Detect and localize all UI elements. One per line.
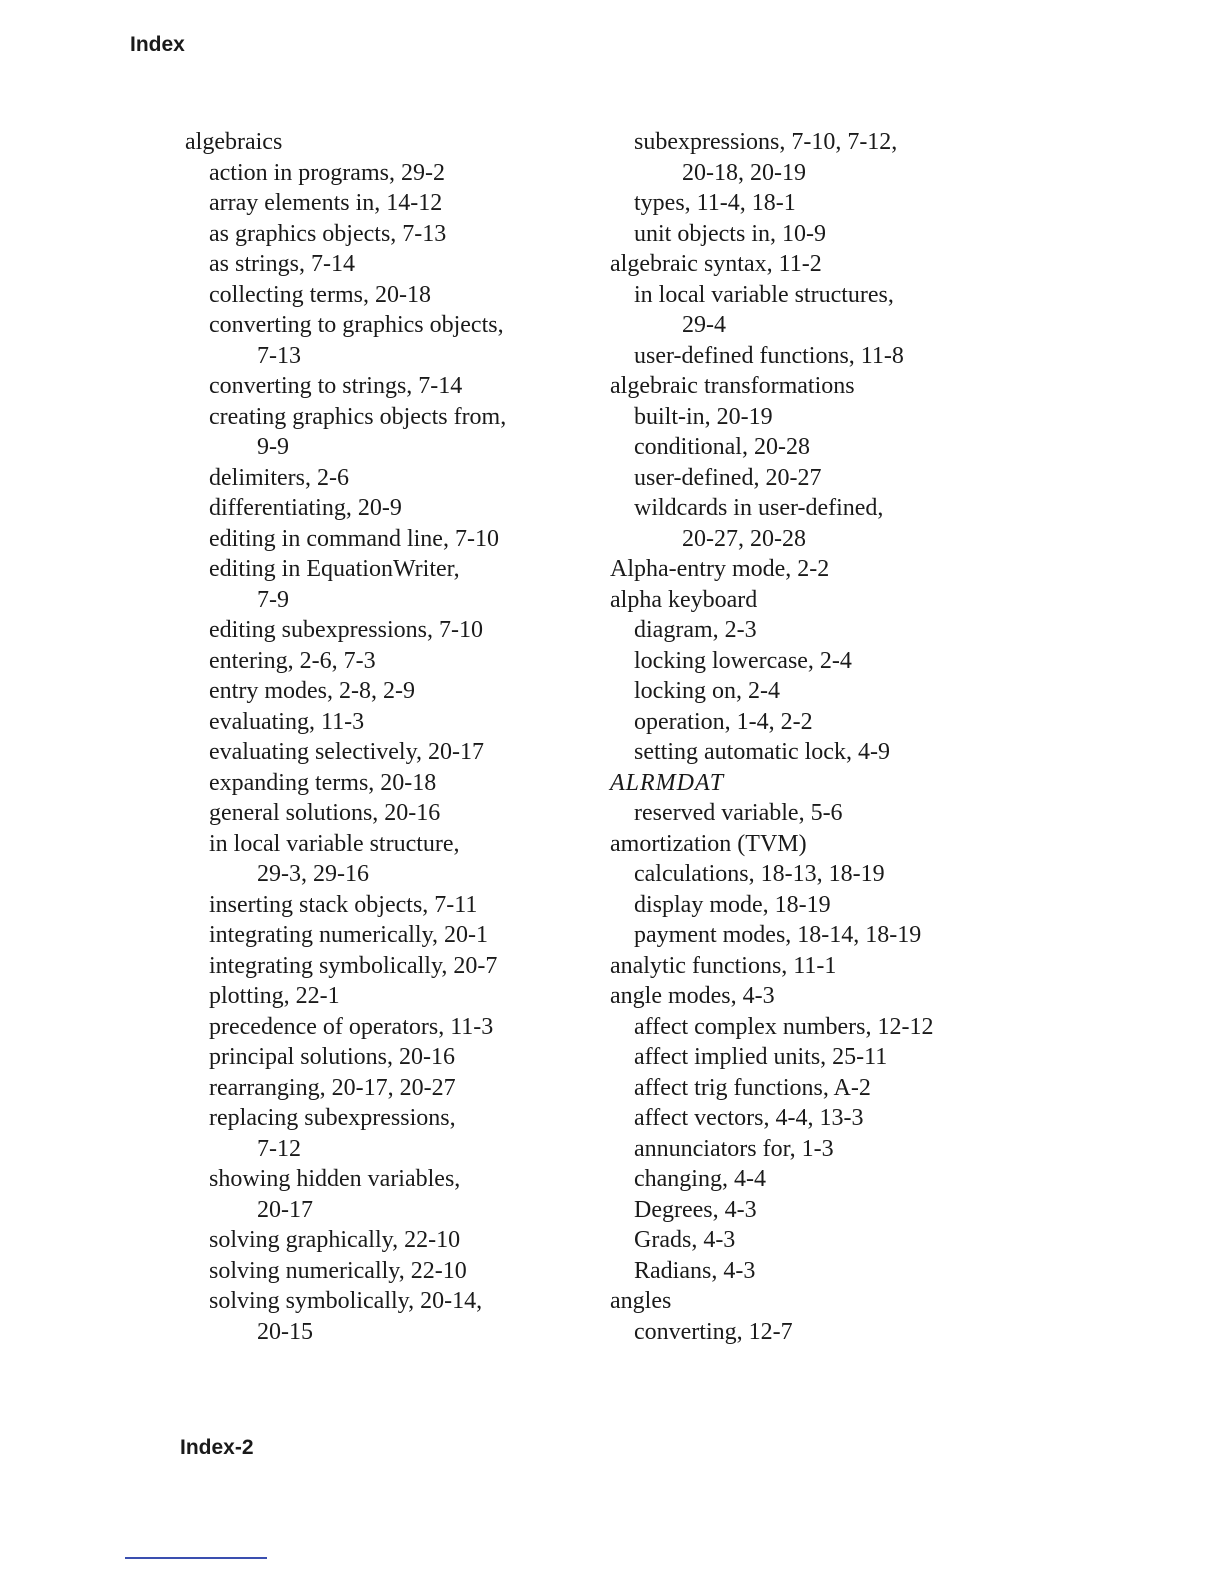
index-subentry: user-defined functions, 11-8 [634,342,904,369]
index-subentry: affect complex numbers, 12-12 [634,1013,934,1040]
index-subentry: integrating numerically, 20-1 [209,922,489,948]
index-subentry: rearranging, 20-17, 20-27 [209,1074,456,1101]
index-subentry: operation, 1-4, 2-2 [634,708,813,735]
index-subentry: calculations, 18-13, 18-19 [634,861,885,887]
index-subentry: precedence of operators, 11-3 [209,1013,494,1040]
index-entry: angles [610,1288,672,1314]
index-subentry: general solutions, 20-16 [209,800,441,826]
index-entry: amortization (TVM) [610,830,807,857]
index-subentry: as strings, 7-14 [209,251,355,277]
index-subentry: as graphics objects, 7-13 [209,220,447,247]
index-subentry: diagram, 2-3 [634,617,757,643]
index-subentry: inserting stack objects, 7-11 [209,891,478,918]
index-continuation: 20-27, 20-28 [682,525,806,552]
index-subentry: integrating symbolically, 20-7 [209,952,498,979]
index-subentry: Radians, 4-3 [634,1257,756,1284]
index-subentry: in local variable structures, [634,281,894,308]
index-subentry: in local variable structure, [209,830,460,857]
index-entry: Alpha-entry mode, 2-2 [610,556,830,582]
index-entry: algebraic syntax, 11-2 [610,251,822,277]
index-subentry: user-defined, 20-27 [634,464,822,491]
index-subentry: conditional, 20-28 [634,434,810,460]
index-subentry: affect vectors, 4-4, 13-3 [634,1105,864,1131]
index-continuation: 7-9 [257,586,289,613]
index-subentry: subexpressions, 7-10, 7-12, [634,129,898,155]
index-entry: ALRMDAT [610,769,725,796]
index-continuation: 7-12 [257,1135,301,1162]
index-subentry: wildcards in user-defined, [634,495,884,521]
index-entry: algebraic transformations [610,373,855,399]
index-subentry: evaluating selectively, 20-17 [209,739,485,765]
index-subentry: locking on, 2-4 [634,678,780,704]
index-subentry: plotting, 22-1 [209,983,340,1009]
index-subentry: differentiating, 20-9 [209,495,402,521]
index-subentry: creating graphics objects from, [209,403,507,430]
index-subentry: collecting terms, 20-18 [209,281,431,308]
index-entry: angle modes, 4-3 [610,983,775,1009]
index-subentry: built-in, 20-19 [634,403,773,430]
index-subentry: editing in EquationWriter, [209,556,460,582]
index-subentry: array elements in, 14-12 [209,190,443,216]
index-subentry: payment modes, 18-14, 18-19 [634,922,922,948]
index-subentry: evaluating, 11-3 [209,708,365,735]
page-footer: Index-2 [180,1436,254,1459]
index-subentry: expanding terms, 20-18 [209,769,437,796]
index-subentry: converting to strings, 7-14 [209,373,463,399]
index-subentry: delimiters, 2-6 [209,464,349,491]
index-continuation: 20-15 [257,1318,313,1345]
index-entry: analytic functions, 11-1 [610,952,837,979]
index-subentry: affect trig functions, A-2 [634,1074,871,1101]
index-subentry: converting, 12-7 [634,1318,793,1345]
index-subentry: types, 11-4, 18-1 [634,190,796,216]
index-continuation: 20-17 [257,1196,313,1223]
index-subentry: unit objects in, 10-9 [634,220,826,247]
index-continuation: 7-13 [257,342,301,369]
index-subentry: action in programs, 29-2 [209,159,445,186]
index-subentry: principal solutions, 20-16 [209,1044,455,1070]
index-continuation: 20-18, 20-19 [682,159,806,186]
index-subentry: setting automatic lock, 4-9 [634,739,890,765]
index-subentry: solving symbolically, 20-14, [209,1288,483,1314]
index-subentry: replacing subexpressions, [209,1105,456,1131]
index-subentry: locking lowercase, 2-4 [634,647,852,674]
index-entry: algebraics [185,129,283,155]
index-column-left [185,127,506,1347]
index-subentry: solving numerically, 22-10 [209,1257,467,1284]
index-subentry: Degrees, 4-3 [634,1196,757,1223]
bottom-rule [125,1557,267,1559]
index-subentry: affect implied units, 25-11 [634,1044,888,1070]
index-subentry: display mode, 18-19 [634,891,831,918]
page-header: Index [130,33,185,56]
index-column-right [610,127,933,1347]
index-entry: alpha keyboard [610,586,758,613]
index-subentry: entering, 2-6, 7-3 [209,647,376,674]
index-subentry: Grads, 4-3 [634,1227,736,1253]
index-subentry: converting to graphics objects, [209,312,504,338]
index-subentry: annunciators for, 1-3 [634,1135,834,1162]
index-subentry: solving graphically, 22-10 [209,1227,461,1253]
index-continuation: 29-4 [682,312,726,338]
index-subentry: editing in command line, 7-10 [209,525,499,552]
index-continuation: 29-3, 29-16 [257,861,369,887]
index-continuation: 9-9 [257,434,289,460]
index-subentry: entry modes, 2-8, 2-9 [209,678,415,704]
index-subentry: showing hidden variables, [209,1166,461,1192]
index-subentry: reserved variable, 5-6 [634,800,843,826]
index-subentry: changing, 4-4 [634,1166,766,1192]
index-subentry: editing subexpressions, 7-10 [209,617,483,643]
